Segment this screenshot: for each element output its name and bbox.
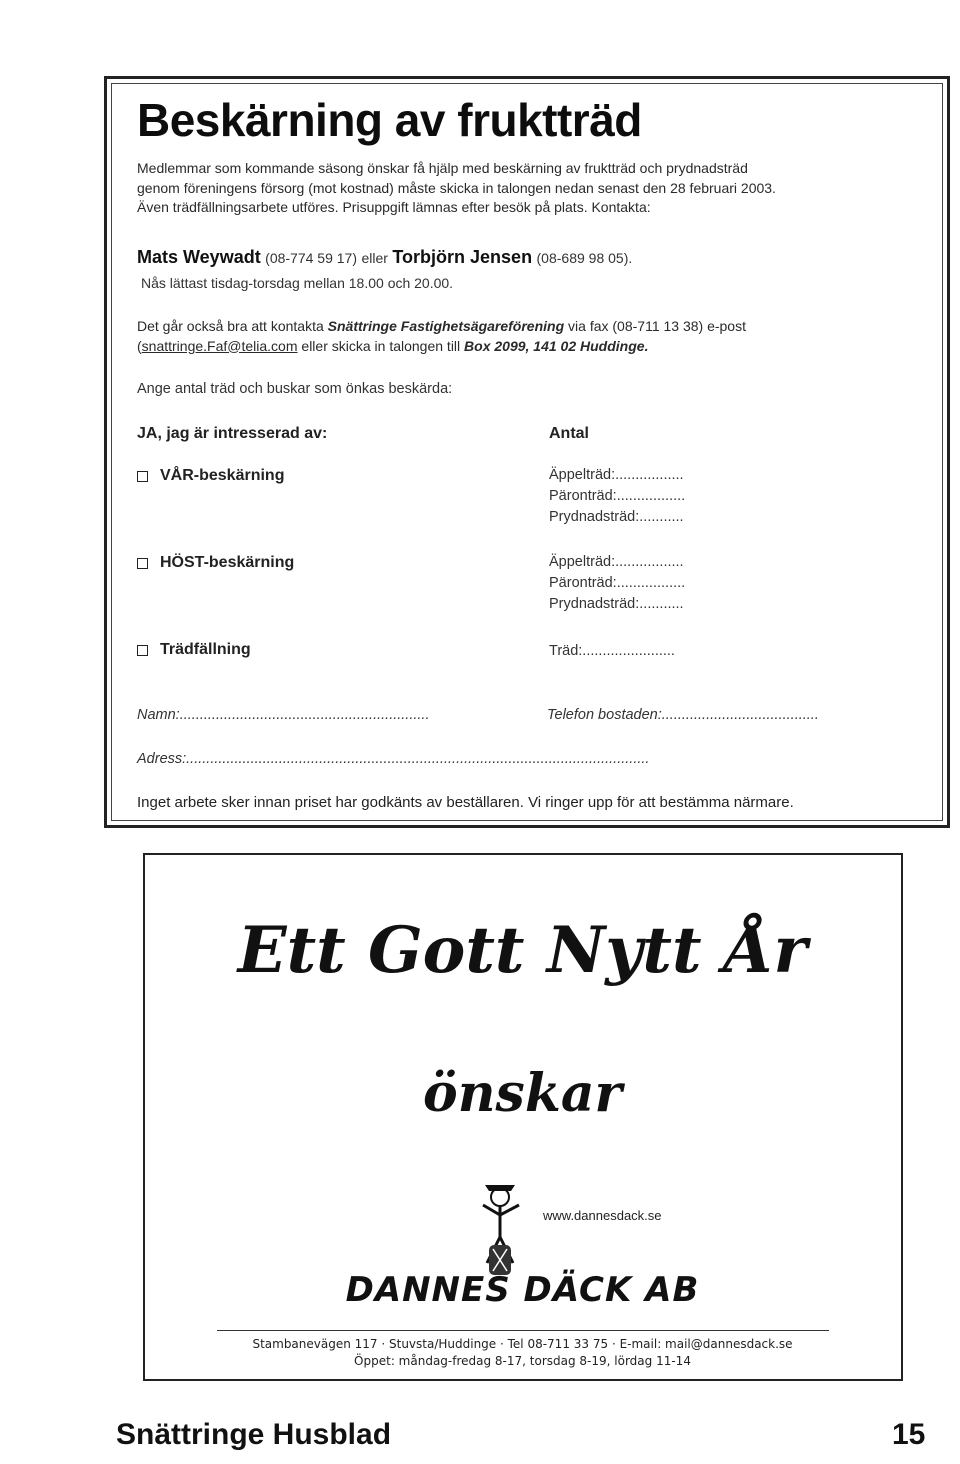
website-link[interactable]: www.dannesdack.se: [543, 1208, 662, 1223]
intro-line-3: Även trädfällningsarbete utföres. Prisuppgift lämnas efter besök på plats. Kontakta:: [137, 199, 651, 215]
alt-pre: Det går också bra att kontakta: [137, 318, 324, 334]
felling-count-fields: [549, 641, 675, 662]
page-number: 15: [892, 1418, 926, 1451]
order-form-box: [104, 76, 950, 828]
count-instruction: Ange antal träd och buskar som önkas beskärda:: [137, 381, 453, 397]
alt-mid: eller skicka in talongen till: [301, 337, 461, 354]
autumn-apple-field[interactable]: Äppelträd:.................: [549, 554, 684, 570]
intro-line-1: Medlemmar som kommande säsong önskar få hjälp med beskärning av fruktträd och prydnadsträd: [137, 160, 748, 176]
checkbox-icon[interactable]: [137, 558, 148, 569]
option-spring-pruning[interactable]: [137, 467, 284, 485]
contact-1-phone: (08-774 59 17): [265, 250, 357, 266]
contact-line: [137, 247, 937, 268]
alt-email-link[interactable]: snattringe.Faf@telia.com: [141, 337, 298, 354]
spring-pear-field[interactable]: Päronträd:.................: [549, 488, 686, 504]
option-autumn-pruning[interactable]: [137, 554, 294, 572]
form-footer-note: Inget arbete sker innan priset har godkänts av beställaren. Vi ringer upp för att bestämma närmare.: [137, 794, 794, 811]
new-year-greeting: Ett Gott Nytt År: [237, 913, 808, 988]
home-phone-field[interactable]: Telefon bostaden:.......................................: [547, 707, 819, 723]
interest-header: JA, jag är intresserad av:: [137, 425, 328, 442]
alt-organisation: Snättringe Fastighetsägareförening: [327, 318, 565, 334]
contact-or: eller: [361, 250, 388, 266]
option-autumn-label: HÖST-beskärning: [160, 554, 295, 571]
alt-fax: via fax (08-711 13 38) e-post: [568, 318, 746, 334]
autumn-pear-field[interactable]: Päronträd:.................: [549, 575, 686, 591]
company-logo-text: DANNES DÄCK AB: [345, 1270, 700, 1310]
intro-paragraph: [137, 159, 937, 218]
option-felling-label: Trädfällning: [160, 641, 251, 658]
alternative-contact: Det går också bra att kontakta Snättringe Fastighetsägareförening via fax (08-711 13 38) e-post (snattringe.Faf@telia.com eller skicka in talongen till Box 2099, 141 02 Huddinge.: [137, 318, 746, 354]
spring-count-fields: [549, 465, 685, 528]
checkbox-icon[interactable]: [137, 471, 148, 482]
contact-2-phone: (08-689 98 05).: [536, 250, 633, 266]
felling-tree-field[interactable]: Träd:.......................: [549, 643, 675, 659]
option-spring-label: VÅR-beskärning: [160, 467, 285, 484]
company-address: Stambanevägen 117 · Stuvsta/Huddinge · Tel 08-711 33 75 · E-mail: mail@dannesdack.se: [252, 1337, 793, 1351]
name-field[interactable]: Namn:..............................................................: [137, 707, 430, 723]
spring-apple-field[interactable]: Äppelträd:.................: [549, 467, 684, 483]
publication-name: Snättringe Husblad: [116, 1418, 392, 1451]
mechanic-mascot-icon: [455, 1175, 545, 1285]
count-header: Antal: [549, 425, 589, 442]
checkbox-icon[interactable]: [137, 645, 148, 656]
address-field[interactable]: Adress:...................................................................................................................: [137, 751, 650, 767]
divider: [217, 1330, 829, 1331]
contact-2-name: Torbjörn Jensen: [392, 247, 533, 267]
opening-hours: Öppet: måndag-fredag 8-17, torsdag 8-19, lördag 11-14: [354, 1354, 691, 1368]
spring-ornamental-field[interactable]: Prydnadsträd:...........: [549, 509, 684, 525]
advertisement-box: [143, 853, 903, 1381]
autumn-count-fields: [549, 552, 685, 615]
form-title: Beskärning av fruktträd: [137, 94, 642, 146]
autumn-ornamental-field[interactable]: Prydnadsträd:...........: [549, 596, 684, 612]
intro-line-2: genom föreningens försorg (mot kostnad) måste skicka in talongen nedan senast den 28 februari 2003.: [137, 179, 776, 196]
wish-text: önskar: [423, 1063, 622, 1124]
option-tree-felling[interactable]: [137, 641, 251, 659]
contact-hours: Nås lättast tisdag-torsdag mellan 18.00 och 20.00.: [141, 275, 454, 291]
contact-1-name: Mats Weywadt: [137, 247, 261, 267]
alt-box-address: Box 2099, 141 02 Huddinge.: [464, 337, 649, 354]
